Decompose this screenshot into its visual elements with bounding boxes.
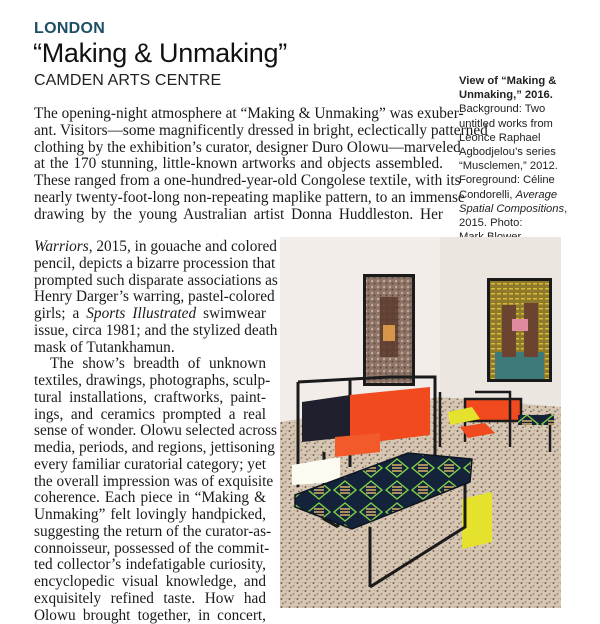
painting-musclemen-2 [487, 278, 552, 382]
body-text-wide [34, 106, 443, 223]
section-label: LONDON [34, 20, 105, 38]
caption-line: “Musclemen,” 2012. [459, 159, 599, 173]
caption-line [459, 74, 599, 88]
body-line-text: , 2015, in gouache and colored [89, 238, 277, 255]
caption-text: , [564, 203, 567, 215]
body-line: pencil, depicts a bizarre procession that [34, 256, 266, 273]
body-line: Henry Darger’s warring, pastel-colored [34, 289, 266, 306]
artwork-title: Warriors [34, 238, 89, 255]
body-line: issue, circa 1981; and the stylized death [34, 323, 266, 340]
caption-line [459, 88, 599, 102]
caption-line: Background: Two [459, 102, 599, 116]
body-line: nearly twenty-foot-long non-repeating maplike pattern, to an immense [34, 190, 443, 207]
body-line: Unmaking” felt lovingly handpicked, [34, 507, 266, 524]
caption-title: View of “Making & [459, 75, 556, 87]
body-line: connoisseur, possessed of the commit- [34, 541, 266, 558]
body-line-text: swimwear [196, 305, 266, 322]
body-line: mask of Tutankhamun. [34, 340, 266, 357]
body-line [34, 239, 266, 256]
caption-text: Condorelli, [459, 189, 516, 201]
body-line: coherence. Each piece in “Making & [34, 490, 266, 507]
caption-italic: Average [516, 189, 557, 201]
body-text-narrow [34, 239, 266, 624]
body-line: at the 170 stunning, little-known artworks and objects assembled. [34, 156, 443, 173]
body-line: These ranged from a one-hundred-year-old Congolese textile, with its [34, 173, 443, 190]
caption-line: 2015. Photo: [459, 216, 599, 230]
body-line-text: girls; a [34, 305, 86, 322]
body-line: The show’s breadth of unknown [34, 356, 266, 373]
body-line: every familiar curatorial category; yet [34, 457, 266, 474]
body-line: drawing by the young Australian artist Donna Huddleston. Her [34, 207, 443, 224]
body-line: the overall impression was of exquisite [34, 474, 266, 491]
body-line: tural installations, craftworks, paint- [34, 390, 266, 407]
caption-line: Leonce Raphael [459, 131, 599, 145]
body-line: prompted such disparate associations as [34, 273, 266, 290]
body-line: encyclopedic visual knowledge, and [34, 574, 266, 591]
body-line: exquisitely refined taste. How had [34, 591, 266, 608]
body-line: textiles, drawings, photographs, sculp- [34, 373, 266, 390]
body-line: ings, and ceramics prompted a real [34, 407, 266, 424]
bench-black-panel [302, 395, 350, 442]
caption-line: Foreground: Céline [459, 173, 599, 187]
venue-name: CAMDEN ARTS CENTRE [34, 72, 221, 90]
body-line: ted collector’s indefatigable curiosity, [34, 557, 266, 574]
caption-italic: Spatial Compositions [459, 203, 564, 215]
caption-line [459, 202, 599, 216]
caption-line [459, 188, 599, 202]
caption-line: Agbodjelou’s series [459, 145, 599, 159]
body-line: media, periods, and regions, jettisoning [34, 440, 266, 457]
painting-musclemen-1 [363, 274, 415, 386]
publication-title: Sports Illustrated [86, 305, 196, 322]
caption-line: untitled works from [459, 117, 599, 131]
body-line: clothing by the exhibition’s curator, designer Duro Olowu—marveled [34, 140, 443, 157]
caption-title: Unmaking,” 2016. [459, 89, 553, 101]
body-line: The opening-night atmosphere at “Making & Unmaking” was exuber- [34, 106, 443, 123]
photo-caption [459, 74, 599, 244]
body-line [34, 306, 266, 323]
body-line: sense of wonder. Olowu selected across [34, 423, 266, 440]
body-line: Olowu brought together, in concert, [34, 608, 266, 624]
bench-back-seat [518, 415, 554, 425]
article-title: “Making & Unmaking” [33, 38, 287, 69]
body-line: suggesting the return of the curator-as- [34, 524, 266, 541]
body-line: ant. Visitors—some magnificently dressed in bright, eclectically patterned [34, 123, 443, 140]
exhibition-photo [280, 237, 561, 608]
